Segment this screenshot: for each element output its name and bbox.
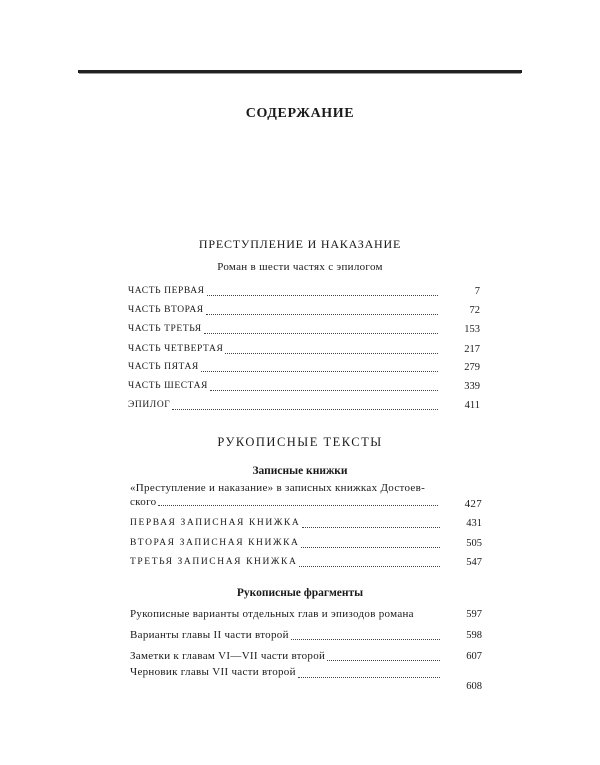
toc-label: Черновик главы VII части второй xyxy=(130,666,296,678)
toc-page: 153 xyxy=(464,324,480,335)
toc-row-notebook-3[interactable] xyxy=(130,556,482,569)
toc-leader xyxy=(158,505,438,506)
toc-leader xyxy=(207,294,438,296)
toc-label: Рукописные варианты отдельных глав и эпизодов романа xyxy=(130,608,414,620)
toc-leader xyxy=(299,565,440,567)
toc-page: 72 xyxy=(469,305,480,316)
toc-leader xyxy=(291,638,440,640)
toc-row-part-3[interactable] xyxy=(128,323,480,336)
toc-page: 598 xyxy=(466,630,482,641)
toc-label: ПЕРВАЯ ЗАПИСНАЯ КНИЖКА xyxy=(130,518,301,528)
toc-row-fragment-3[interactable] xyxy=(130,650,482,663)
work-subtitle: Роман в шести частях с эпилогом xyxy=(217,261,383,273)
toc-label: ЭПИЛОГ xyxy=(128,400,171,410)
toc-label: ТРЕТЬЯ ЗАПИСНАЯ КНИЖКА xyxy=(130,557,298,567)
toc-row-fragment-1[interactable] xyxy=(130,608,482,621)
toc-label: ВТОРАЯ ЗАПИСНАЯ КНИЖКА xyxy=(130,538,300,548)
toc-row-part-4[interactable] xyxy=(128,343,480,356)
toc-label: ЧАСТЬ ПЕРВАЯ xyxy=(128,286,205,296)
toc-page: 7 xyxy=(474,286,480,297)
toc-row-part-2[interactable] xyxy=(128,304,480,317)
toc-row-notebook-1[interactable] xyxy=(130,517,482,530)
toc-leader xyxy=(210,389,438,391)
toc-page: 339 xyxy=(464,381,480,392)
work-title: ПРЕСТУПЛЕНИЕ И НАКАЗАНИЕ xyxy=(198,237,402,251)
section-title: РУКОПИСНЫЕ ТЕКСТЫ xyxy=(217,435,383,449)
toc-page: 608 xyxy=(466,681,482,692)
toc-leader xyxy=(302,526,440,528)
toc-leader xyxy=(206,313,438,315)
toc-row-fragment-2[interactable] xyxy=(130,629,482,642)
toc-label: Заметки к главам VI—VII части второй xyxy=(130,650,326,662)
toc-row-epilogue[interactable] xyxy=(128,399,480,412)
toc-label-line1: «Преступление и наказание» в записных книжках Достоев- xyxy=(130,482,426,494)
toc-label-line2-wrap xyxy=(130,495,440,509)
toc-page: 217 xyxy=(464,344,480,355)
toc-label: ЧАСТЬ ТРЕТЬЯ xyxy=(128,324,202,334)
toc-row-part-5[interactable] xyxy=(128,361,480,374)
toc-page: 427 xyxy=(464,498,482,510)
toc-label: ЧАСТЬ ПЯТАЯ xyxy=(128,362,199,372)
toc-label: ЧАСТЬ ЧЕТВЕРТАЯ xyxy=(128,344,224,354)
toc-page: 279 xyxy=(464,362,480,373)
toc-label: Варианты главы II части второй xyxy=(130,629,289,641)
toc-page: 597 xyxy=(466,609,482,620)
toc-row-notebook-2[interactable] xyxy=(130,537,482,550)
toc-leader xyxy=(416,618,446,619)
toc-leader xyxy=(327,659,440,661)
notebooks-heading: Записные книжки xyxy=(252,465,348,477)
toc-page: 547 xyxy=(466,557,482,568)
toc-page: 607 xyxy=(466,651,482,662)
toc-page: 411 xyxy=(464,400,480,411)
toc-leader xyxy=(225,352,438,354)
toc-label-line2: ского xyxy=(130,496,157,508)
toc-leader xyxy=(298,676,440,678)
toc-row-part-1[interactable] xyxy=(128,285,480,298)
fragments-heading: Рукописные фрагменты xyxy=(236,587,364,599)
toc-leader xyxy=(172,408,438,410)
toc-row-notebooks-intro[interactable] xyxy=(130,481,482,511)
toc-row-fragment-4[interactable] xyxy=(130,666,482,696)
page-title: СОДЕРЖАНИЕ xyxy=(245,106,355,121)
toc-leader xyxy=(204,332,438,334)
top-rule xyxy=(78,70,522,73)
toc-label: ЧАСТЬ ВТОРАЯ xyxy=(128,305,204,315)
toc-leader xyxy=(201,370,438,372)
toc-leader xyxy=(301,546,440,548)
toc-row-part-6[interactable] xyxy=(128,380,480,393)
toc-page: 431 xyxy=(466,518,482,529)
toc-page: 505 xyxy=(466,538,482,549)
toc-label: ЧАСТЬ ШЕСТАЯ xyxy=(128,381,208,391)
